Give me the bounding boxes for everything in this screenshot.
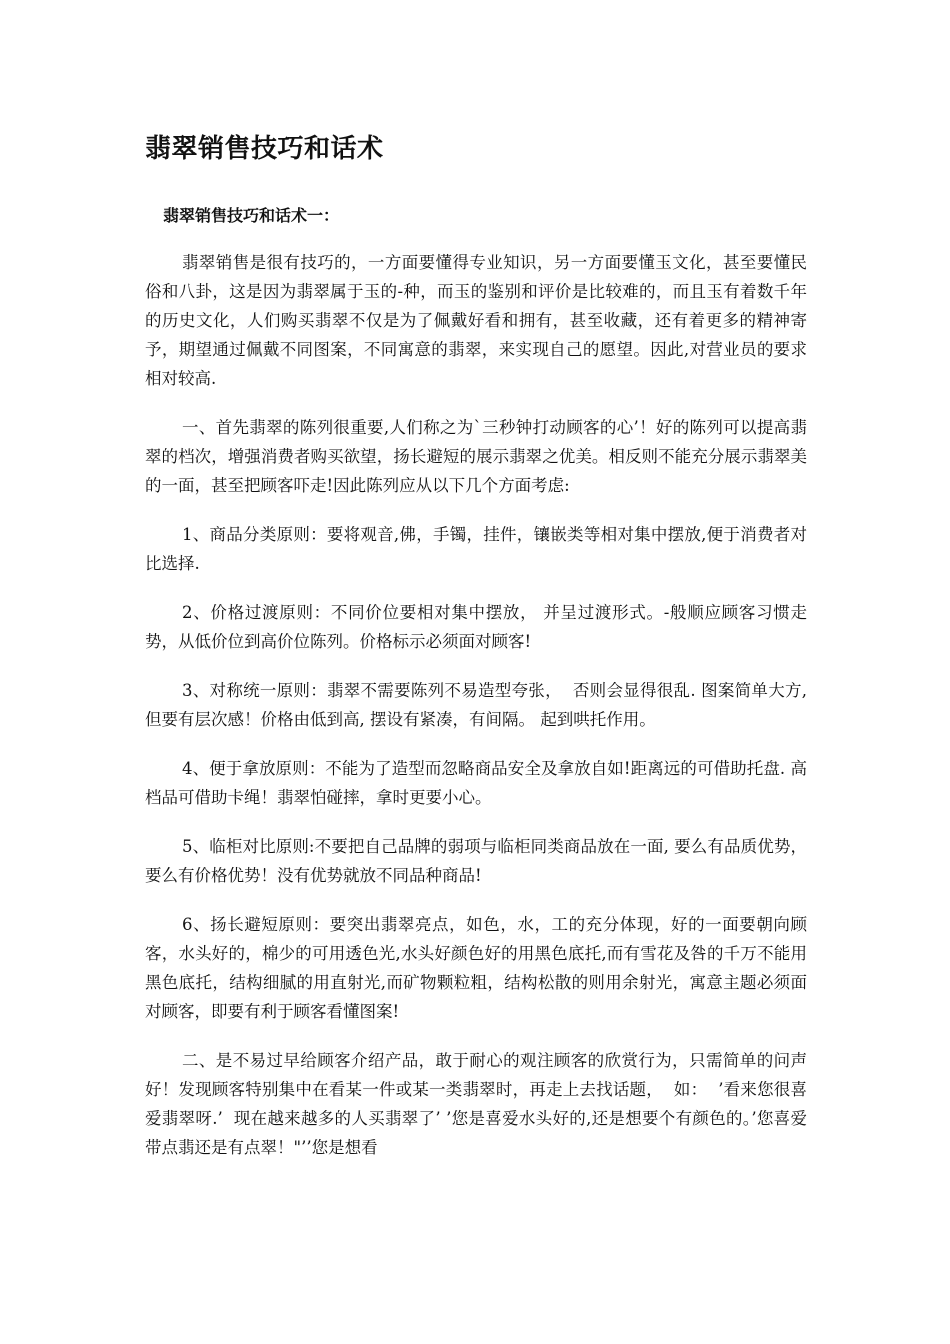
paragraph-rule-4: 4、便于拿放原则：不能为了造型而忽略商品安全及拿放自如!距离远的可借助托盘. 高档品可借助卡绳！翡翠怕碰摔，拿时更要小心。 [145, 759, 807, 807]
paragraph-rule-3: 3、对称统一原则：翡翠不需要陈列不易造型夸张， 否则会显得很乱. 图案简单大方, 但要有层次感！价格由低到高, 摆设有紧凑，有间隔。 起到哄托作用。 [145, 681, 813, 729]
paragraph-rule-6: 6、扬长避短原则：要突出翡翠亮点，如色，水，工的充分体现，好的一面要朝向顾客，水头好的，棉少的可用透色光,水头好颜色好的用黑色底托,而有雪花及咎的千万不能用黑色底托，结构细腻的用直射光,而矿物颗粒粗，结构松散的则用余射光，寓意主题必须面对顾客，即要有利于顾客看懂图案! [145, 915, 807, 1021]
paragraph-display-importance: 一、首先翡翠的陈列很重要,人们称之为`三秒钟打动顾客的心’！好的陈列可以提高翡翠的档次，增强消费者购买欲望，扬长避短的展示翡翠之优美。相反则不能充分展示翡翠美的一面，甚至把顾客吓走!因此陈列应从以下几个方面考虑: [145, 418, 807, 495]
paragraph-approach: 二、是不易过早给顾客介绍产品，敢于耐心的观注顾客的欣赏行为，只需简单的问声好！发现顾客特别集中在看某一件或某一类翡翠时，再走上去找话题， 如： ’看来您很喜爱翡翠呀.’ 现在越来越多的人买翡翠了’ ’您是喜爱水头好的,还是想要个有颜色的。’您喜爱带点翡还是有点翠！"’’您是想看 [145, 1051, 807, 1157]
paragraph-rule-1: 1、商品分类原则：要将观音,佛，手镯，挂件，镶嵌类等相对集中摆放,便于消费者对比选择. [145, 525, 807, 573]
document-body [145, 248, 813, 1182]
section-subtitle: 翡翠销售技巧和话术一： [163, 206, 340, 225]
paragraph-rule-5: 5、临柜对比原则:不要把自己品牌的弱项与临柜同类商品放在一面, 要么有品质优势，要么有价格优势！没有优势就放不同品种商品! [145, 837, 807, 885]
paragraph-rule-2: 2、价格过渡原则：不同价位要相对集中摆放， 并呈过渡形式。-般顺应顾客习惯走势，从低价位到高价位陈列。价格标示必须面对顾客! [145, 603, 807, 651]
paragraph-intro: 翡翠销售是很有技巧的，一方面要懂得专业知识，另一方面要懂玉文化，甚至要懂民俗和八卦，这是因为翡翠属于玉的-种，而玉的鉴别和评价是比较难的，而且玉有着数千年的历史文化，人们购买翡翠不仅是为了佩戴好看和拥有，甚至收藏，还有着更多的精神寄予，期望通过佩戴不同图案，不同寓意的翡翠，来实现自己的愿望。因此,对营业员的要求相对较高. [145, 253, 807, 388]
document-title: 翡翠销售技巧和话术 [145, 134, 384, 164]
